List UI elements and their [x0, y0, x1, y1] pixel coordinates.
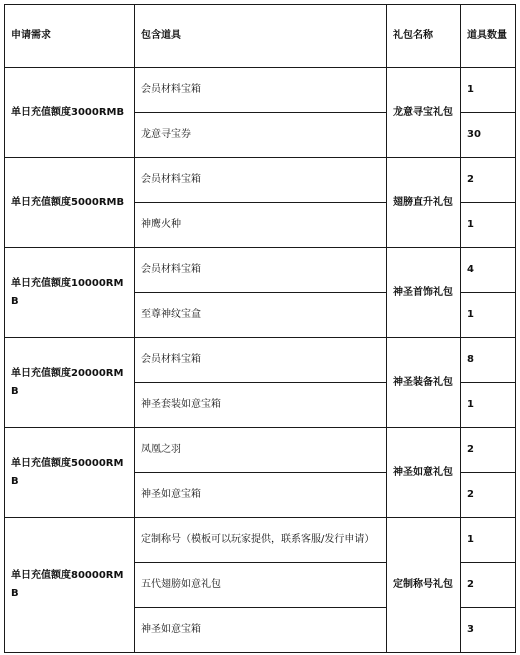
package-name-cell: 龙意寻宝礼包: [387, 68, 461, 158]
item-name-cell: 至尊神纹宝盒: [135, 293, 387, 338]
item-name-cell: 神圣套装如意宝箱: [135, 383, 387, 428]
reward-table-container: [4, 4, 516, 653]
quantity-cell: 2: [461, 473, 516, 518]
header-package-name: 礼包名称: [387, 5, 461, 68]
item-name-cell: 会员材料宝箱: [135, 338, 387, 383]
quantity-cell: 2: [461, 158, 516, 203]
package-name-cell: 神圣如意礼包: [387, 428, 461, 518]
table-row: [5, 68, 516, 113]
item-name-cell: 会员材料宝箱: [135, 248, 387, 293]
quantity-cell: 4: [461, 248, 516, 293]
table-row: [5, 518, 516, 563]
header-requirement: 申请需求: [5, 5, 135, 68]
item-name-cell: 龙意寻宝券: [135, 113, 387, 158]
item-name-cell: 神圣如意宝箱: [135, 473, 387, 518]
header-row: [5, 5, 516, 68]
package-name-cell: 定制称号礼包: [387, 518, 461, 653]
requirement-cell: 单日充值额度3000RMB: [5, 68, 135, 158]
package-name-cell: 翅膀直升礼包: [387, 158, 461, 248]
item-name-cell: 五代翅膀如意礼包: [135, 563, 387, 608]
requirement-cell: 单日充值额度20000RMB: [5, 338, 135, 428]
quantity-cell: 30: [461, 113, 516, 158]
requirement-cell: 单日充值额度10000RMB: [5, 248, 135, 338]
requirement-cell: 单日充值额度5000RMB: [5, 158, 135, 248]
quantity-cell: 8: [461, 338, 516, 383]
quantity-cell: 1: [461, 518, 516, 563]
table-row: [5, 248, 516, 293]
header-quantity: 道具数量: [461, 5, 516, 68]
item-name-cell: 会员材料宝箱: [135, 158, 387, 203]
item-name-cell: 神圣如意宝箱: [135, 608, 387, 653]
quantity-cell: 1: [461, 203, 516, 248]
item-name-cell: 凤凰之羽: [135, 428, 387, 473]
table-row: [5, 338, 516, 383]
quantity-cell: 2: [461, 428, 516, 473]
item-name-cell: 神鹰火种: [135, 203, 387, 248]
reward-table: [4, 4, 516, 653]
package-name-cell: 神圣装备礼包: [387, 338, 461, 428]
quantity-cell: 2: [461, 563, 516, 608]
header-items: 包含道具: [135, 5, 387, 68]
quantity-cell: 1: [461, 293, 516, 338]
table-row: [5, 158, 516, 203]
quantity-cell: 3: [461, 608, 516, 653]
item-name-cell: 定制称号（模板可以玩家提供，联系客服/发行申请）: [135, 518, 387, 563]
item-name-cell: 会员材料宝箱: [135, 68, 387, 113]
package-name-cell: 神圣首饰礼包: [387, 248, 461, 338]
table-row: [5, 428, 516, 473]
requirement-cell: 单日充值额度80000RMB: [5, 518, 135, 653]
requirement-cell: 单日充值额度50000RMB: [5, 428, 135, 518]
quantity-cell: 1: [461, 383, 516, 428]
quantity-cell: 1: [461, 68, 516, 113]
